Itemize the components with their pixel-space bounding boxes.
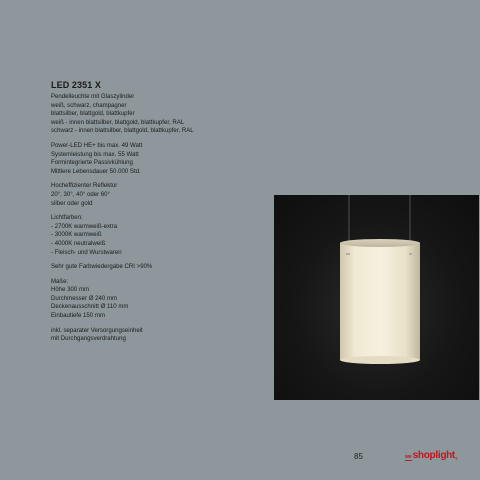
spec-block — [51, 142, 261, 176]
spec-line: Mittlere Lebensdauer 50.000 Std. — [51, 167, 141, 175]
spec-line: Sehr gute Farbwiedergabe CRI >90% — [51, 263, 153, 271]
product-title: LED 2351 X — [51, 80, 102, 90]
pendant-lamp-image — [274, 195, 479, 400]
spec-line: mit Durchgangsverdrahtung — [51, 335, 126, 343]
product-description — [51, 80, 261, 350]
spec-block — [51, 214, 261, 257]
spec-line: - 4000K neutralweiß — [51, 239, 106, 247]
spec-line: - Fleisch- und Wurstwaren — [51, 248, 122, 256]
spec-line: - 3000K warmweiß — [51, 231, 102, 239]
logo-prefix: we — [405, 454, 412, 460]
spec-line: schwarz - innen blattsilber, blattgold, blattkupfer, RAL — [51, 127, 194, 135]
page-number: 85 — [354, 452, 363, 461]
spec-line: 20°, 30°, 40° oder 60° — [51, 190, 110, 198]
spec-block — [51, 327, 261, 344]
spec-line: Höhe 300 mm — [51, 286, 90, 294]
spec-line: silber oder gold — [51, 199, 93, 207]
spec-line: Pendelleuchte mit Glaszylinder — [51, 93, 135, 100]
spec-line: Durchmesser Ø 240 mm — [51, 294, 118, 302]
spec-line: - 2700K warmweiß-extra — [51, 222, 118, 230]
shoplight-logo — [405, 449, 458, 461]
logo-text: shoplight — [412, 450, 455, 461]
product-photo — [274, 195, 479, 400]
spec-line: Power-LED HE+ bis max. 49 Watt — [51, 141, 143, 149]
spec-blocks — [51, 93, 261, 344]
spec-line: Lichtfarben: — [51, 214, 83, 222]
spec-line: Einbautiefe 150 mm — [51, 312, 105, 320]
spec-line: Systemleistung bis max. 55 Watt — [51, 150, 139, 158]
spec-line: Hocheffizienter Reflektor — [51, 182, 118, 190]
spec-line: inkl. separater Versorgungseinheit — [51, 326, 143, 334]
spec-line: weiß - innen blattsilber, blattgold, blattkupfer, RAL — [51, 118, 185, 126]
spec-line: Formintegrierte Passivkühlung — [51, 159, 133, 167]
spec-line: weiß, schwarz, champagner — [51, 101, 127, 109]
spec-line: Maße: — [51, 277, 69, 285]
spec-line: blattsilber, blattgold, blattkupfer — [51, 110, 135, 118]
spec-block — [51, 93, 261, 136]
logo-registered-mark: ® — [454, 456, 458, 461]
spec-block — [51, 278, 261, 321]
spec-line: Deckenausschnitt Ø 110 mm — [51, 303, 129, 311]
spec-block — [51, 263, 261, 272]
spec-block — [51, 182, 261, 208]
